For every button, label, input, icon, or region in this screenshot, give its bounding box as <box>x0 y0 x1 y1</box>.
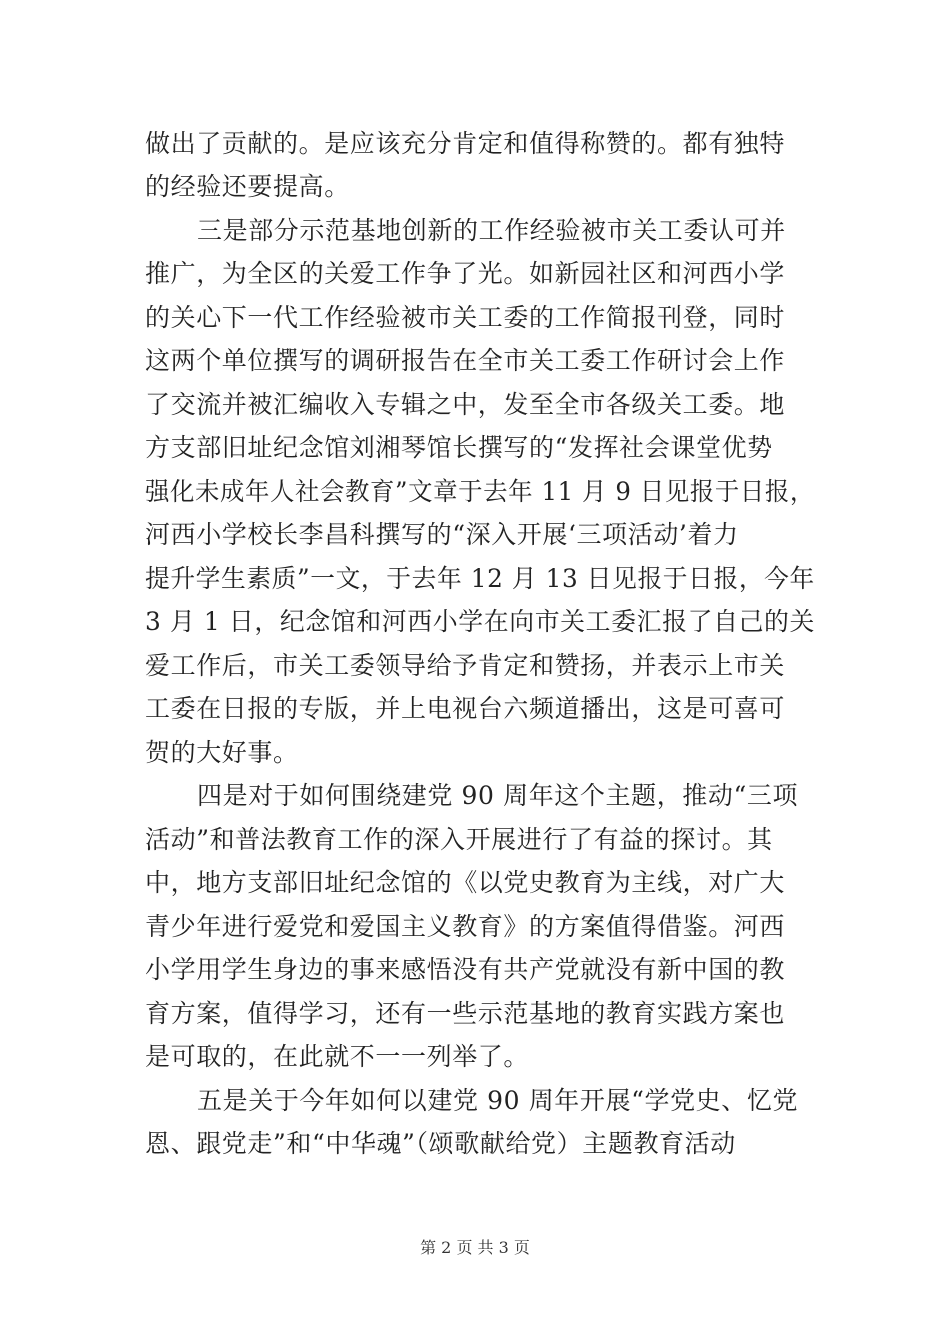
text-line: 育方案，值得学习，还有一些示范基地的教育实践方案也 <box>145 999 786 1028</box>
text-line: 恩、跟党走”和“中华魂”（颂歌献给党）主题教育活动 <box>145 1129 736 1158</box>
text-line: 强化未成年人社会教育”文章于去年 11 月 9 日见报于日报， <box>145 477 815 506</box>
text-line: 小学用学生身边的事来感悟没有共产党就没有新中国的教 <box>145 955 786 984</box>
text-line: 的经验还要提高。 <box>145 172 350 201</box>
text-line: 中，地方支部旧址纪念馆的《以党史教育为主线，对广大 <box>145 868 786 897</box>
paragraph-start-line: 四是对于如何围绕建党 90 周年这个主题，推动“三项 <box>197 781 799 810</box>
text-line: 河西小学校长李昌科撰写的“深入开展‘三项活动’着力 <box>145 520 739 549</box>
text-line: 3 月 1 日，纪念馆和河西小学在向市关工委汇报了自己的关 <box>145 607 816 636</box>
text-line: 这两个单位撰写的调研报告在全市关工委工作研讨会上作 <box>145 346 786 375</box>
text-line: 是可取的，在此就不一一列举了。 <box>145 1042 530 1071</box>
text-line: 的关心下一代工作经验被市关工委的工作简报刊登，同时 <box>145 303 786 332</box>
page-footer: 第 2 页 共 3 页 <box>420 1238 530 1257</box>
text-line: 推广，为全区的关爱工作争了光。如新园社区和河西小学 <box>145 259 786 288</box>
text-line: 活动”和普法教育工作的深入开展进行了有益的探讨。其 <box>145 825 773 854</box>
text-line: 青少年进行爱党和爱国主义教育》的方案值得借鉴。河西 <box>145 912 786 941</box>
text-line: 了交流并被汇编收入专辑之中，发至全市各级关工委。地 <box>145 390 786 419</box>
paragraph-start-line: 五是关于今年如何以建党 90 周年开展“学党史、忆党 <box>197 1086 799 1115</box>
text-line: 爱工作后，市关工委领导给予肯定和赞扬，并表示上市关 <box>145 651 786 680</box>
text-line: 贺的大好事。 <box>145 738 299 767</box>
text-line: 工委在日报的专版，并上电视台六频道播出，这是可喜可 <box>145 694 786 723</box>
text-line: 方支部旧址纪念馆刘湘琴馆长撰写的“发挥社会课堂优势 <box>145 433 773 462</box>
paragraph-start-line: 三是部分示范基地创新的工作经验被市关工委认可并 <box>197 216 786 245</box>
text-line: 做出了贡献的。是应该充分肯定和值得称赞的。都有独特 <box>145 129 786 158</box>
text-line: 提升学生素质”一文，于去年 12 月 13 日见报于日报，今年 <box>145 564 815 593</box>
